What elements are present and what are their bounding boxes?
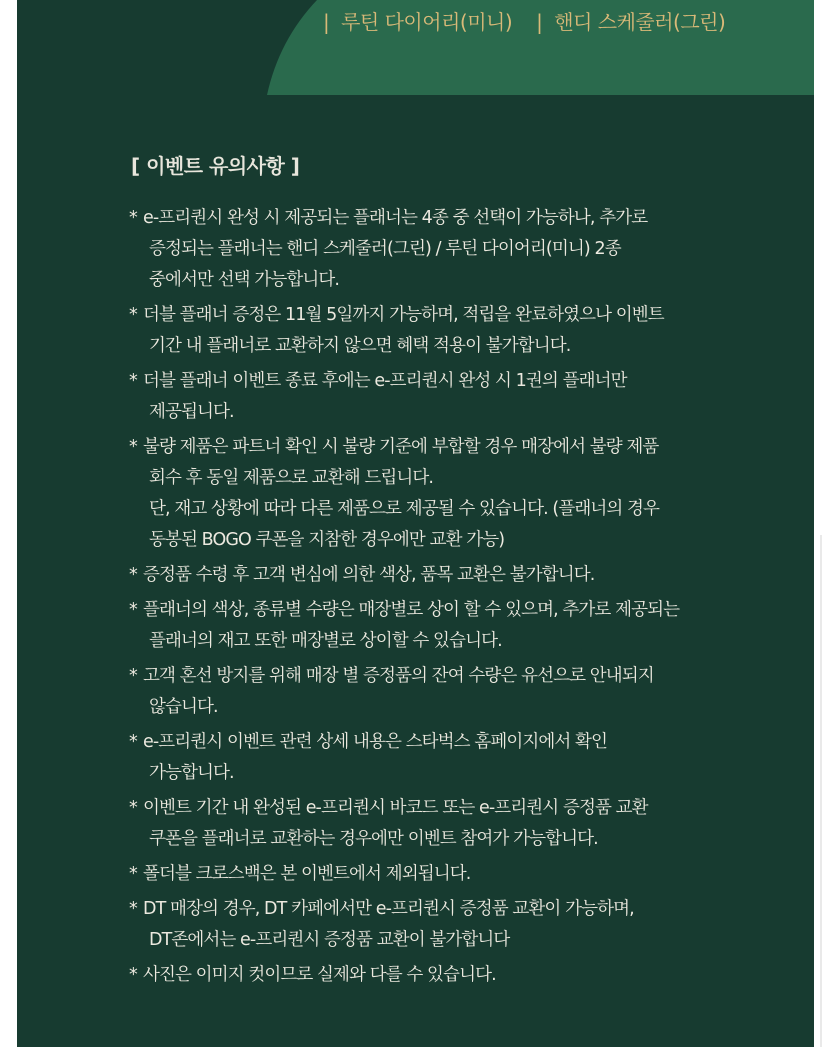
- notice-item: [129, 300, 769, 362]
- notice-item: [129, 366, 769, 428]
- notice-line: 않습니다.: [149, 697, 218, 717]
- notice-item: [129, 960, 769, 991]
- notice-line: 회수 후 동일 제품으로 교환해 드립니다.: [149, 468, 434, 488]
- notice-line: DT존에서는 e-프리퀀시 증정품 교환이 불가합니다: [149, 930, 510, 950]
- notice-line: 폴더블 크로스백은 본 이벤트에서 제외됩니다.: [143, 864, 471, 884]
- bullet-star: *: [129, 965, 137, 985]
- bullet-star: *: [129, 666, 137, 686]
- link-separator: |: [323, 10, 330, 34]
- notice-line: 제공됩니다.: [149, 402, 234, 422]
- notice-item: [129, 859, 769, 890]
- notice-panel: [17, 0, 814, 1047]
- notice-line: 이벤트 기간 내 완성된 e-프리퀀시 바코드 또는 e-프리퀀시 증정품 교환: [143, 798, 648, 818]
- bullet-star: *: [129, 371, 137, 391]
- notice-line: 더블 플래너 이벤트 종료 후에는 e-프리퀀시 완성 시 1권의 플래너만: [143, 371, 627, 391]
- planner-link-handy-scheduler[interactable]: [536, 6, 725, 35]
- notice-line: 가능합니다.: [149, 763, 234, 783]
- planner-link-routine-diary[interactable]: [323, 6, 512, 35]
- bullet-star: *: [129, 305, 137, 325]
- notice-title: [ 이벤트 유의사항 ]: [131, 154, 300, 178]
- notice-item: [129, 727, 769, 789]
- notice-line: 동봉된 BOGO 쿠폰을 지참한 경우에만 교환 가능): [149, 530, 505, 550]
- notice-item: [129, 203, 769, 296]
- notice-line: 불량 제품은 파트너 확인 시 불량 기준에 부합할 경우 매장에서 불량 제품: [143, 437, 659, 457]
- planner-link-label: 핸디 스케줄러(그린): [554, 10, 726, 34]
- link-separator: |: [536, 10, 543, 34]
- notice-line: 증정되는 플래너는 핸디 스케줄러(그린) / 루틴 다이어리(미니) 2종: [149, 239, 621, 259]
- notice-item: [129, 560, 769, 591]
- notice-item: [129, 894, 769, 956]
- notice-line: e-프리퀀시 완성 시 제공되는 플래너는 4종 중 선택이 가능하나, 추가로: [143, 208, 648, 228]
- notice-item: [129, 432, 769, 556]
- planner-link-label: 루틴 다이어리(미니): [341, 10, 513, 34]
- planner-links: [323, 6, 725, 35]
- notice-line: 플래너의 재고 또한 매장별로 상이할 수 있습니다.: [149, 631, 502, 651]
- notice-item: [129, 595, 769, 657]
- notice-line: 증정품 수령 후 고객 변심에 의한 색상, 품목 교환은 불가합니다.: [143, 565, 595, 585]
- bullet-star: *: [129, 208, 137, 228]
- notice-line: 플래너의 색상, 종류별 수량은 매장별로 상이 할 수 있으며, 추가로 제공되는: [143, 600, 680, 620]
- notice-line: 고객 혼선 방지를 위해 매장 별 증정품의 잔여 수량은 유선으로 안내되지: [143, 666, 654, 686]
- scroll-track: [820, 535, 822, 1047]
- bullet-star: *: [129, 864, 137, 884]
- notice-line: 중에서만 선택 가능합니다.: [149, 270, 340, 290]
- notice-line: e-프리퀀시 이벤트 관련 상세 내용은 스타벅스 홈페이지에서 확인: [143, 732, 608, 752]
- notice-list: [129, 203, 769, 995]
- bullet-star: *: [129, 798, 137, 818]
- bullet-star: *: [129, 565, 137, 585]
- notice-line: 기간 내 플래너로 교환하지 않으면 혜택 적용이 불가합니다.: [149, 336, 571, 356]
- bullet-star: *: [129, 600, 137, 620]
- notice-line: DT 매장의 경우, DT 카페에서만 e-프리퀀시 증정품 교환이 가능하며,: [143, 899, 634, 919]
- notice-line: 단, 재고 상황에 따라 다른 제품으로 제공될 수 있습니다. (플래너의 경우: [149, 499, 660, 519]
- notice-item: [129, 793, 769, 855]
- bullet-star: *: [129, 899, 137, 919]
- notice-line: 더블 플래너 증정은 11월 5일까지 가능하며, 적립을 완료하였으나 이벤트: [143, 305, 664, 325]
- notice-item: [129, 661, 769, 723]
- notice-line: 사진은 이미지 컷이므로 실제와 다를 수 있습니다.: [143, 965, 496, 985]
- notice-line: 쿠폰을 플래너로 교환하는 경우에만 이벤트 참여가 가능합니다.: [149, 829, 598, 849]
- bullet-star: *: [129, 732, 137, 752]
- bullet-star: *: [129, 437, 137, 457]
